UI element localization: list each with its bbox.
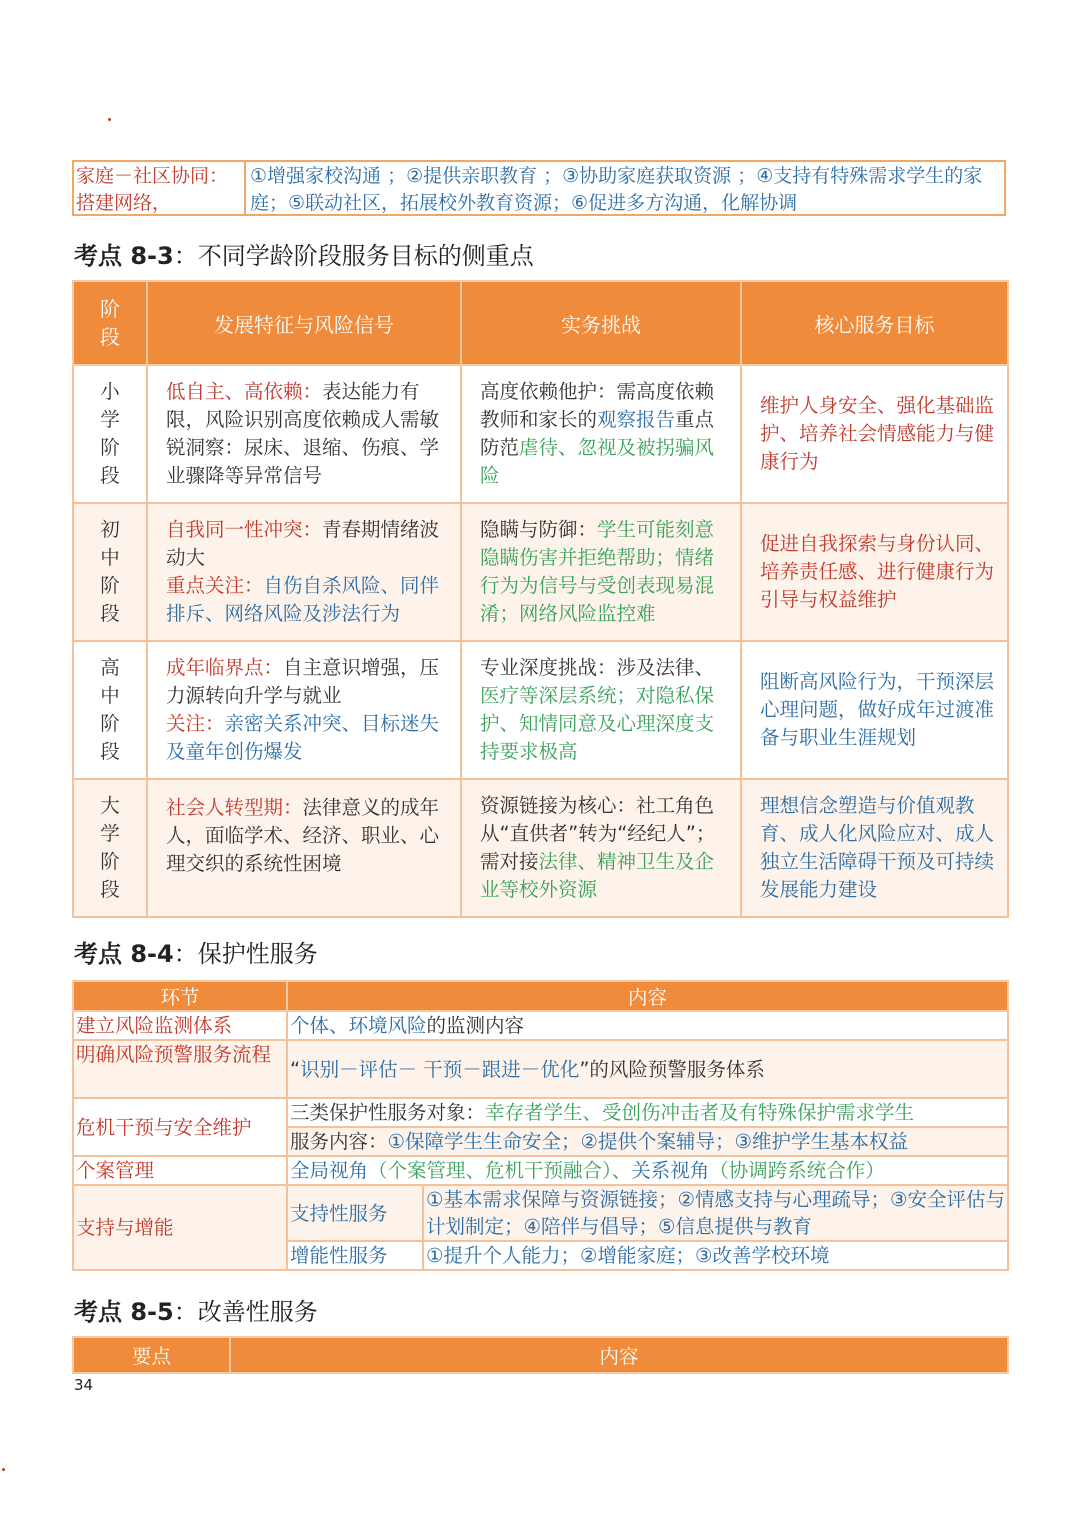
row-label: 建立风险监测体系: [73, 1011, 287, 1040]
goal-cell: 维护人身安全、强化基础监护、培养社会情感能力与健康行为: [741, 365, 1008, 503]
table-row: [73, 1040, 1008, 1098]
row-content: 服务内容：①保障学生生命安全；②提供个案辅导；③维护学生基本权益: [287, 1127, 1008, 1156]
heading-8-5: [74, 1292, 318, 1327]
table-row: [73, 779, 1008, 917]
header-step: 环节: [73, 981, 287, 1011]
header-content: 内容: [230, 1337, 1008, 1373]
table-8-4: [72, 980, 1009, 1271]
stage-cell: 小学阶段: [73, 365, 147, 503]
table-row: [73, 365, 1008, 503]
feature-cell: 自我同一性冲突：青春期情绪波动大 重点关注：自伤自杀风险、同伴排斥、网络风险及涉法行为: [147, 503, 461, 641]
page-number: 34: [74, 1376, 94, 1394]
decorative-dot: [2, 1468, 5, 1471]
challenge-cell: 专业深度挑战：涉及法律、医疗等深层系统；对隐私保护、知情同意及心理深度支持要求极高: [461, 641, 741, 779]
row-content: 全局视角（个案管理、危机干预融合）、关系视角（协调跨系统合作）: [287, 1156, 1008, 1185]
table-row: [73, 1156, 1008, 1185]
feature-cell: 低自主、高依赖：表达能力有限，风险识别高度依赖成人需敏锐洞察：尿床、退缩、伤痕、学业骤降等异常信号: [147, 365, 461, 503]
sub-label: 支持性服务: [287, 1185, 423, 1241]
header-goal: 核心服务目标: [741, 281, 1008, 365]
heading-8-3: [74, 236, 534, 271]
row-label: 支持与增能: [73, 1185, 287, 1270]
challenge-cell: 高度依赖他护：需高度依赖教师和家长的观察报告重点防范虐待、忽视及被拐骗风险: [461, 365, 741, 503]
heading-8-4: [74, 934, 318, 969]
heading-8-5-num: 考点 8-5: [74, 1298, 174, 1326]
table-header-row: [73, 1337, 1008, 1373]
header-challenge: 实务挑战: [461, 281, 741, 365]
heading-8-3-num: 考点 8-3: [74, 242, 174, 270]
strip-label: 家庭－社区协同：搭建网络，: [74, 162, 246, 214]
row-label: 个案管理: [73, 1156, 287, 1185]
goal-cell: 理想信念塑造与价值观教育、成人化风险应对、成人独立生活障碍干预及可持续发展能力建设: [741, 779, 1008, 917]
stage-cell: 大学阶段: [73, 779, 147, 917]
header-feature: 发展特征与风险信号: [147, 281, 461, 365]
row-label: 危机干预与安全维护: [73, 1098, 287, 1156]
table-row: [73, 641, 1008, 779]
heading-8-4-num: 考点 8-4: [74, 940, 174, 968]
row-content: 个体、环境风险的监测内容: [287, 1011, 1008, 1040]
feature-cell: 社会人转型期：法律意义的成年人，面临学术、经济、职业、心理交织的系统性困境: [147, 779, 461, 917]
table-row: [73, 1185, 1008, 1241]
challenge-cell: 隐瞒与防御：学生可能刻意隐瞒伤害并拒绝帮助；情绪行为为信号与受创表现易混淆；网络风险监控难: [461, 503, 741, 641]
decorative-dot: [108, 118, 111, 121]
strip-content: ①增强家校沟通 ；②提供亲职教育 ；③协助家庭获取资源 ；④支持有特殊需求学生的家庭；⑤联动社区，拓展校外教育资源；⑥促进多方沟通，化解协调: [250, 165, 983, 214]
family-community-strip: [72, 160, 1006, 216]
stage-cell: 初中阶段: [73, 503, 147, 641]
sub-content: ①基本需求保障与资源链接；②情感支持与心理疏导；③安全评估与计划制定；④陪伴与倡导；⑤信息提供与教育: [423, 1185, 1008, 1241]
sub-content: ①提升个人能力；②增能家庭；③改善学校环境: [423, 1241, 1008, 1270]
row-label: 明确风险预警服务流程: [73, 1040, 287, 1098]
table-row: [73, 1011, 1008, 1040]
feature-cell: 成年临界点：自主意识增强，压力源转向升学与就业 关注：亲密关系冲突、目标迷失及童年创伤爆发: [147, 641, 461, 779]
table-8-5: [72, 1336, 1009, 1374]
table-row: [73, 1098, 1008, 1127]
header-point: 要点: [73, 1337, 230, 1373]
goal-cell: 促进自我探索与身份认同、培养责任感、进行健康行为引导与权益维护: [741, 503, 1008, 641]
heading-8-3-text: ：不同学龄阶段服务目标的侧重点: [173, 242, 534, 270]
table-8-3: [72, 280, 1009, 918]
heading-8-5-text: ：改善性服务: [173, 1298, 318, 1326]
table-row: [73, 503, 1008, 641]
goal-cell: 阻断高风险行为，干预深层心理问题，做好成年过渡准备与职业生涯规划: [741, 641, 1008, 779]
stage-cell: 高中阶段: [73, 641, 147, 779]
table-header-row: [73, 981, 1008, 1011]
heading-8-4-text: ：保护性服务: [173, 940, 318, 968]
row-content: 三类保护性服务对象：幸存者学生、受创伤冲击者及有特殊保护需求学生: [287, 1098, 1008, 1127]
sub-label: 增能性服务: [287, 1241, 423, 1270]
challenge-cell: 资源链接为核心：社工角色从“直供者”转为“经纪人”；需对接法律、精神卫生及企业等校外资源: [461, 779, 741, 917]
header-stage: 阶段: [73, 281, 147, 365]
row-content: “识别－评估－ 干预－跟进－优化”的风险预警服务体系: [287, 1040, 1008, 1098]
table-header-row: [73, 281, 1008, 365]
header-content: 内容: [287, 981, 1008, 1011]
